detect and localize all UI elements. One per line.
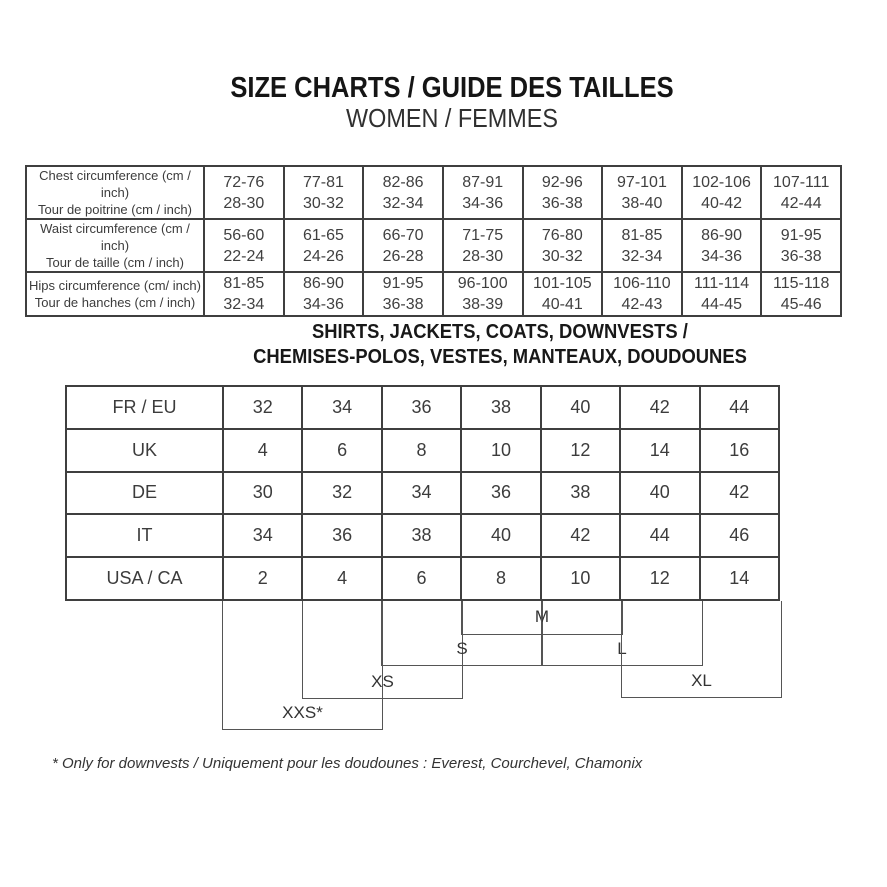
measurement-inch: 28-30	[223, 194, 265, 212]
measurement-cm: 87-91	[462, 173, 504, 191]
size-value-cell: 36	[302, 514, 381, 557]
measurement-inch: 34-36	[701, 247, 743, 265]
measurement-inch: 32-34	[223, 296, 265, 313]
measurement-inch: 22-24	[223, 247, 265, 265]
measurement-value-cell	[204, 166, 284, 219]
measurement-inch: 40-41	[541, 296, 583, 313]
measurement-value-cell	[204, 219, 284, 272]
size-group-label: M	[534, 607, 550, 626]
page-title	[200, 72, 704, 105]
measurement-inch: 28-30	[462, 247, 504, 265]
size-value-cell: 44	[700, 386, 779, 429]
measurement-cm: 91-95	[382, 275, 424, 292]
measurement-value-cell	[761, 166, 841, 219]
measurement-label-fr: Tour de poitrine (cm / inch)	[38, 202, 192, 217]
size-value-cell: 2	[223, 557, 302, 600]
measurement-value-cell	[204, 272, 284, 316]
size-group-box-xl	[621, 601, 782, 698]
page-title-text: SIZE CHARTS / GUIDE DES TAILLES	[230, 72, 674, 104]
size-value-cell: 32	[302, 472, 381, 515]
measurement-cm: 101-105	[532, 275, 592, 292]
measurement-label-fr: Tour de taille (cm / inch)	[46, 255, 184, 270]
size-region-label: FR / EU	[66, 386, 223, 429]
measurement-inch: 36-38	[780, 247, 822, 265]
size-value-cell: 36	[382, 386, 461, 429]
measurement-cm: 97-101	[617, 173, 667, 191]
measurement-cm: 86-90	[302, 275, 344, 292]
size-value-cell: 32	[223, 386, 302, 429]
measurement-inch: 44-45	[701, 296, 743, 313]
size-value-cell: 14	[700, 557, 779, 600]
section-title-line2: CHEMISES-POLOS, VESTES, MANTEAUX, DOUDOUNES	[253, 346, 747, 368]
measurement-value-cell	[682, 219, 762, 272]
size-value-cell: 30	[223, 472, 302, 515]
size-value-cell: 44	[620, 514, 699, 557]
size-row-usa-ca	[66, 557, 779, 600]
size-value-cell: 4	[302, 557, 381, 600]
measurement-inch: 42-44	[780, 194, 822, 212]
section-title-line1: SHIRTS, JACKETS, COATS, DOWNVESTS /	[312, 321, 688, 343]
size-value-cell: 10	[461, 429, 540, 472]
measurement-value-cell	[602, 166, 682, 219]
measurement-value-cell	[443, 166, 523, 219]
measurement-row-waist	[26, 219, 841, 272]
measurement-inch: 34-36	[302, 296, 344, 313]
size-value-cell: 42	[700, 472, 779, 515]
size-value-cell: 38	[541, 472, 620, 515]
measurement-value-cell	[523, 166, 603, 219]
measurements-table	[25, 165, 842, 317]
measurement-cm: 91-95	[780, 226, 822, 244]
measurement-cm: 111-114	[693, 275, 750, 292]
measurement-value-cell	[682, 166, 762, 219]
size-value-cell: 38	[461, 386, 540, 429]
measurement-cm: 92-96	[541, 173, 583, 191]
size-value-cell: 42	[541, 514, 620, 557]
measurement-label-en: Hips circumference (cm/ inch)	[29, 278, 201, 293]
measurement-cm: 81-85	[621, 226, 663, 244]
size-value-cell: 34	[223, 514, 302, 557]
size-value-cell: 34	[302, 386, 381, 429]
measurement-inch: 42-43	[621, 296, 663, 313]
size-value-cell: 36	[461, 472, 540, 515]
measurement-inch: 38-39	[462, 296, 504, 313]
measurement-inch: 45-46	[780, 296, 822, 313]
size-region-label: IT	[66, 514, 223, 557]
size-value-cell: 40	[541, 386, 620, 429]
measurement-cm: 76-80	[541, 226, 583, 244]
measurement-value-cell	[284, 219, 364, 272]
size-conversion-table	[65, 385, 780, 601]
section-title	[232, 320, 769, 370]
size-value-cell: 6	[382, 557, 461, 600]
size-region-label: DE	[66, 472, 223, 515]
size-row-de	[66, 472, 779, 515]
size-region-label: USA / CA	[66, 557, 223, 600]
measurement-inch: 24-26	[302, 247, 344, 265]
measurement-value-cell	[761, 219, 841, 272]
size-value-cell: 4	[223, 429, 302, 472]
measurement-cm: 115-118	[773, 275, 830, 292]
page-subtitle	[334, 103, 569, 134]
size-row-it	[66, 514, 779, 557]
measurement-row-hips	[26, 272, 841, 316]
measurement-cm: 96-100	[457, 275, 508, 292]
size-value-cell: 12	[620, 557, 699, 600]
measurement-inch: 26-28	[382, 247, 424, 265]
size-value-cell: 16	[700, 429, 779, 472]
measurement-cm: 56-60	[223, 226, 265, 244]
measurement-cm: 77-81	[302, 173, 344, 191]
size-value-cell: 8	[382, 429, 461, 472]
measurement-label-cell	[26, 219, 204, 272]
measurement-inch: 36-38	[382, 296, 424, 313]
measurement-value-cell	[602, 219, 682, 272]
size-group-brackets	[65, 601, 780, 733]
measurement-label-en: Waist circumference (cm / inch)	[40, 221, 190, 253]
size-group-label: XL	[691, 671, 712, 690]
measurement-label-en: Chest circumference (cm / inch)	[39, 168, 191, 200]
measurement-value-cell	[363, 219, 443, 272]
size-row-uk	[66, 429, 779, 472]
size-value-cell: 40	[620, 472, 699, 515]
measurement-inch: 30-32	[302, 194, 344, 212]
size-row-fr-eu	[66, 386, 779, 429]
measurement-cm: 71-75	[462, 226, 504, 244]
footnote: * Only for downvests / Uniquement pour les doudounes : Everest, Courchevel, Chamonix	[52, 755, 643, 772]
measurement-cm: 102-106	[692, 173, 751, 191]
size-value-cell: 12	[541, 429, 620, 472]
size-group-label: L	[617, 639, 627, 658]
measurement-inch: 38-40	[621, 194, 663, 212]
size-group-label: XS	[371, 672, 394, 691]
measurement-value-cell	[523, 219, 603, 272]
measurement-label-fr: Tour de hanches (cm / inch)	[34, 295, 196, 310]
measurement-value-cell	[363, 272, 443, 316]
size-value-cell: 40	[461, 514, 540, 557]
size-value-cell: 6	[302, 429, 381, 472]
measurement-cm: 107-111	[773, 173, 830, 191]
measurement-value-cell	[682, 272, 762, 316]
size-value-cell: 34	[382, 472, 461, 515]
measurement-inch: 32-34	[382, 194, 424, 212]
measurement-inch: 36-38	[541, 194, 583, 212]
size-value-cell: 14	[620, 429, 699, 472]
size-value-cell: 38	[382, 514, 461, 557]
measurement-cm: 72-76	[223, 173, 265, 191]
page-subtitle-text: WOMEN / FEMMES	[346, 103, 558, 133]
measurement-value-cell	[284, 272, 364, 316]
measurement-value-cell	[761, 272, 841, 316]
measurement-value-cell	[443, 219, 523, 272]
measurement-cm: 86-90	[701, 226, 743, 244]
measurement-cm: 82-86	[382, 173, 424, 191]
size-value-cell: 42	[620, 386, 699, 429]
size-value-cell: 8	[461, 557, 540, 600]
measurement-value-cell	[523, 272, 603, 316]
measurement-label-cell	[26, 272, 204, 316]
measurement-cm: 61-65	[302, 226, 344, 244]
size-group-label: S	[456, 639, 468, 658]
measurement-row-chest	[26, 166, 841, 219]
measurement-value-cell	[284, 166, 364, 219]
measurement-inch: 32-34	[621, 247, 663, 265]
measurement-inch: 34-36	[462, 194, 504, 212]
measurement-cm: 81-85	[223, 275, 265, 292]
measurement-value-cell	[443, 272, 523, 316]
size-value-cell: 46	[700, 514, 779, 557]
measurement-inch: 30-32	[541, 247, 583, 265]
size-value-cell: 10	[541, 557, 620, 600]
measurement-value-cell	[363, 166, 443, 219]
measurement-cm: 66-70	[382, 226, 424, 244]
size-group-label: XXS*	[282, 703, 323, 722]
measurement-label-cell	[26, 166, 204, 219]
size-region-label: UK	[66, 429, 223, 472]
measurement-value-cell	[602, 272, 682, 316]
measurement-inch: 40-42	[701, 194, 743, 212]
measurement-cm: 106-110	[613, 275, 671, 292]
